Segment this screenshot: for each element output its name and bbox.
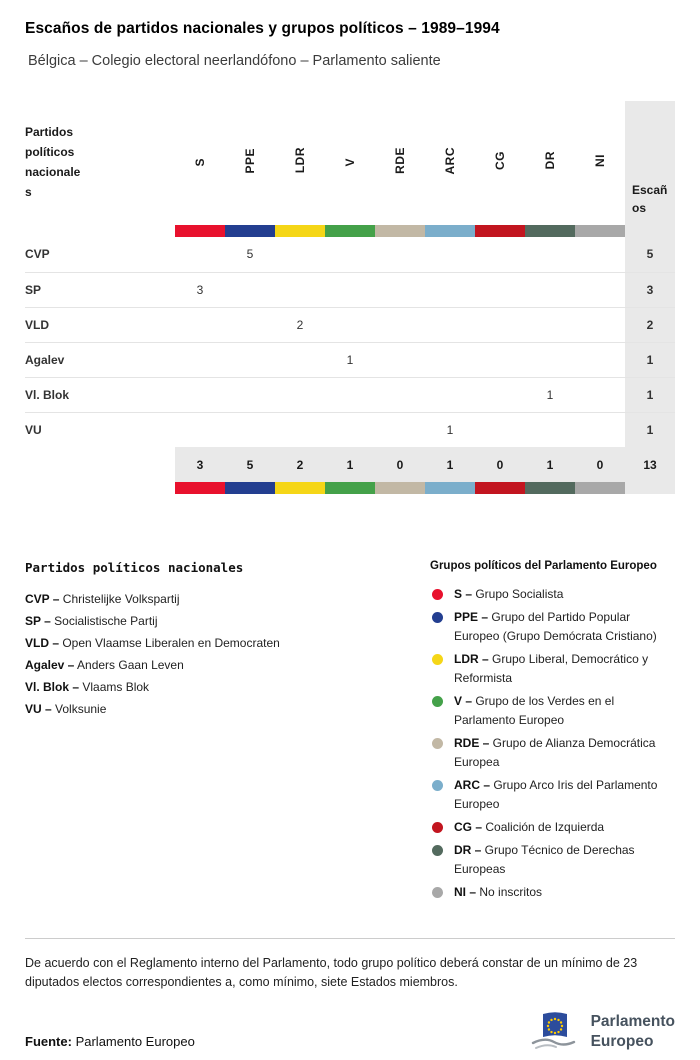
group-color-dot	[432, 887, 443, 898]
color-strip-LDR	[275, 225, 325, 237]
color-strip-S	[175, 225, 225, 237]
group-header-NI: NI	[593, 154, 607, 167]
ep-logo-text	[591, 1012, 675, 1051]
color-strip-NI	[575, 225, 625, 237]
cell-vld-V	[325, 307, 375, 342]
group-legend-item-ldr-: LDR – Grupo Liberal, Democrático y Reformista	[430, 650, 675, 688]
seats-value: 1	[625, 412, 675, 447]
footer-divider	[25, 938, 675, 939]
party-name: VU	[25, 412, 175, 447]
group-header-PPE: PPE	[243, 147, 257, 174]
cell-vld-S	[175, 307, 225, 342]
group-color-dot	[432, 589, 443, 600]
cell-vu-LDR	[275, 412, 325, 447]
seats-value: 2	[625, 307, 675, 342]
seats-value: 5	[625, 237, 675, 272]
cell-agalev-PPE	[225, 342, 275, 377]
cell-vld-LDR: 2	[275, 307, 325, 342]
color-strip-NI	[575, 482, 625, 494]
ep-logo	[530, 1011, 675, 1053]
color-strip-ARC	[425, 482, 475, 494]
group-legend-item-cg-: CG – Coalición de Izquierda	[430, 818, 675, 837]
color-strip-row-bottom	[25, 482, 675, 494]
group-color-dot	[432, 845, 443, 856]
group-legend-item-s-: S – Grupo Socialista	[430, 585, 675, 604]
party-legend-item-cvp-: CVP – Christelijke Volkspartij	[25, 592, 180, 606]
cell-vu-DR	[525, 412, 575, 447]
cell-vld-DR	[525, 307, 575, 342]
party-row-cvp	[25, 237, 675, 272]
party-name: Vl. Blok	[25, 377, 175, 412]
cell-vl-blok-PPE	[225, 377, 275, 412]
legend-section	[25, 560, 675, 906]
group-color-dot	[432, 780, 443, 791]
color-strip-DR	[525, 225, 575, 237]
party-legend-item-vld-: VLD – Open Vlaamse Liberalen en Democraten	[25, 636, 280, 650]
group-header-V: V	[343, 158, 357, 167]
color-strip-RDE	[375, 225, 425, 237]
cell-vld-NI	[575, 307, 625, 342]
cell-sp-LDR	[275, 272, 325, 307]
footnote: De acuerdo con el Reglamento interno del Parlamento, todo grupo político deberá constar de un mínimo de 23 diputados electos correspondientes a, como mínimo, siete Estados miembros.	[25, 956, 638, 990]
cell-vu-ARC: 1	[425, 412, 475, 447]
color-strip-RDE	[375, 482, 425, 494]
group-legend-item-arc-: ARC – Grupo Arco Iris del Parlamento Europeo	[430, 776, 675, 814]
page-title: Escaños de partidos nacionales y grupos políticos – 1989–1994	[25, 20, 500, 37]
cell-vl-blok-RDE	[375, 377, 425, 412]
cell-agalev-NI	[575, 342, 625, 377]
cell-sp-S: 3	[175, 272, 225, 307]
cell-vl-blok-DR: 1	[525, 377, 575, 412]
total-RDE: 0	[375, 447, 425, 482]
cell-vld-PPE	[225, 307, 275, 342]
group-color-dot	[432, 822, 443, 833]
group-header-ARC: ARC	[443, 146, 457, 175]
group-header-DR: DR	[543, 151, 557, 170]
cell-sp-CG	[475, 272, 525, 307]
parties-legend-list	[25, 590, 430, 718]
color-strip-DR	[525, 482, 575, 494]
corner-header: Partidos políticos nacionales	[25, 125, 81, 199]
group-legend-item-dr-: DR – Grupo Técnico de Derechas Europeas	[430, 841, 675, 879]
cell-vld-CG	[475, 307, 525, 342]
cell-vl-blok-V	[325, 377, 375, 412]
party-name: SP	[25, 272, 175, 307]
total-S: 3	[175, 447, 225, 482]
table-header-row	[25, 101, 675, 225]
party-name: VLD	[25, 307, 175, 342]
party-name: Agalev	[25, 342, 175, 377]
party-row-vld	[25, 307, 675, 342]
total-NI: 0	[575, 447, 625, 482]
source-label: Fuente:	[25, 1033, 72, 1049]
cell-agalev-CG	[475, 342, 525, 377]
parties-legend-title: Partidos políticos nacionales	[25, 560, 244, 575]
party-row-vu	[25, 412, 675, 447]
party-row-sp	[25, 272, 675, 307]
groups-legend-title: Grupos políticos del Parlamento Europeo	[430, 560, 657, 572]
cell-sp-V	[325, 272, 375, 307]
total-CG: 0	[475, 447, 525, 482]
total-LDR: 2	[275, 447, 325, 482]
group-color-dot	[432, 612, 443, 623]
color-strip-LDR	[275, 482, 325, 494]
seats-value: 1	[625, 342, 675, 377]
group-header-RDE: RDE	[393, 147, 407, 174]
cell-vl-blok-S	[175, 377, 225, 412]
cell-vld-ARC	[425, 307, 475, 342]
seats-table	[25, 101, 675, 494]
cell-sp-DR	[525, 272, 575, 307]
seats-value: 3	[625, 272, 675, 307]
group-legend-item-ppe-: PPE – Grupo del Partido Popular Europeo (Grupo Demócrata Cristiano)	[430, 608, 675, 646]
seats-header: Escaños	[625, 101, 675, 225]
cell-sp-RDE	[375, 272, 425, 307]
cell-vu-PPE	[225, 412, 275, 447]
cell-cvp-S	[175, 237, 225, 272]
group-legend-item-v-: V – Grupo de los Verdes en el Parlamento Europeo	[430, 692, 675, 730]
cell-vu-NI	[575, 412, 625, 447]
group-color-dot	[432, 696, 443, 707]
cell-cvp-DR	[525, 237, 575, 272]
party-row-vl-blok	[25, 377, 675, 412]
color-strip-PPE	[225, 482, 275, 494]
cell-cvp-V	[325, 237, 375, 272]
cell-agalev-DR	[525, 342, 575, 377]
group-header-CG: CG	[493, 151, 507, 170]
political-groups-legend	[430, 560, 675, 906]
group-legend-item-rde-: RDE – Grupo de Alianza Democrática Europea	[430, 734, 675, 772]
group-color-dot	[432, 738, 443, 749]
groups-legend-list	[430, 585, 675, 902]
total-V: 1	[325, 447, 375, 482]
cell-vld-RDE	[375, 307, 425, 342]
cell-cvp-CG	[475, 237, 525, 272]
party-legend-item-vu-: VU – Volksunie	[25, 702, 107, 716]
seats-value: 1	[625, 377, 675, 412]
color-strip-PPE	[225, 225, 275, 237]
eu-flag-icon	[530, 1011, 584, 1053]
footer-bottom-row	[25, 1011, 675, 1053]
cell-agalev-RDE	[375, 342, 425, 377]
group-header-S: S	[193, 158, 207, 167]
party-legend-item-agalev-: Agalev – Anders Gaan Leven	[25, 658, 184, 672]
group-legend-item-ni-: NI – No inscritos	[430, 883, 675, 902]
cell-agalev-ARC	[425, 342, 475, 377]
color-strip-CG	[475, 225, 525, 237]
cell-vl-blok-ARC	[425, 377, 475, 412]
cell-agalev-LDR	[275, 342, 325, 377]
cell-cvp-RDE	[375, 237, 425, 272]
cell-cvp-ARC	[425, 237, 475, 272]
ep-logo-line1: Parlamento	[590, 1013, 675, 1031]
color-strip-S	[175, 482, 225, 494]
ep-logo-line2: Europeo	[590, 1032, 654, 1050]
cell-sp-PPE	[225, 272, 275, 307]
color-strip-V	[325, 225, 375, 237]
cell-cvp-NI	[575, 237, 625, 272]
cell-vu-S	[175, 412, 225, 447]
source-line	[25, 1034, 195, 1053]
party-legend-item-vl-blok-: Vl. Blok – Vlaams Blok	[25, 680, 150, 694]
party-row-agalev	[25, 342, 675, 377]
national-parties-legend	[25, 560, 430, 906]
cell-vu-RDE	[375, 412, 425, 447]
color-strip-ARC	[425, 225, 475, 237]
total-DR: 1	[525, 447, 575, 482]
color-strip-V	[325, 482, 375, 494]
cell-agalev-S	[175, 342, 225, 377]
cell-cvp-PPE: 5	[246, 247, 254, 262]
cell-vl-blok-NI	[575, 377, 625, 412]
cell-cvp-LDR	[275, 237, 325, 272]
party-legend-item-sp-: SP – Socialistische Partij	[25, 614, 158, 628]
color-strip-CG	[475, 482, 525, 494]
source-value: Parlamento Europeo	[75, 1033, 195, 1049]
cell-sp-NI	[575, 272, 625, 307]
group-color-dot	[432, 654, 443, 665]
color-strip-row-top	[25, 225, 675, 237]
page-subtitle: Bélgica – Colegio electoral neerlandófono – Parlamento saliente	[28, 53, 441, 69]
totals-row	[25, 447, 675, 482]
cell-sp-ARC	[425, 272, 475, 307]
total-PPE: 5	[225, 447, 275, 482]
party-name: CVP	[25, 247, 50, 262]
cell-agalev-V: 1	[325, 342, 375, 377]
cell-vl-blok-LDR	[275, 377, 325, 412]
cell-vu-CG	[475, 412, 525, 447]
group-header-LDR: LDR	[293, 147, 307, 174]
cell-vu-V	[325, 412, 375, 447]
cell-vl-blok-CG	[475, 377, 525, 412]
total-seats: 13	[625, 447, 675, 482]
total-ARC: 1	[425, 447, 475, 482]
